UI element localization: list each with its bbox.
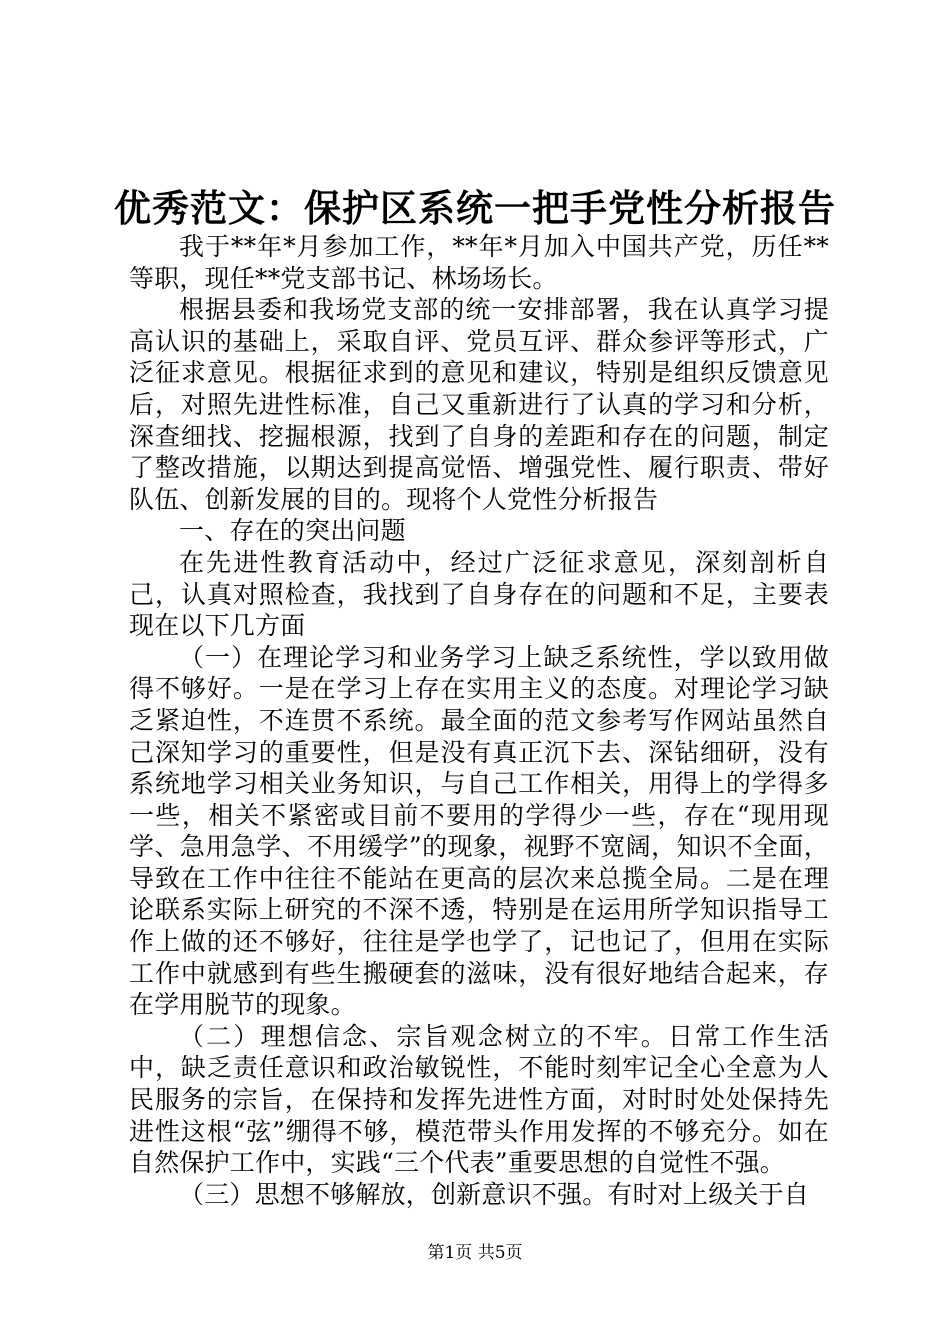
section-heading-problems: 一、存在的突出问题 — [179, 516, 406, 546]
page-footer: 第1页 共5页 — [427, 1243, 523, 1263]
paragraph-problem-1: （一）在理论学习和业务学习上缺乏系统性，学以致用做得不够好。一是在学习上存在实用主义的态度。对理论学习缺乏紧迫性，不连贯不系统。最全面的范文参考写作网站虽然自己深知学习的重要性，但是没有真正沉下去、深钻细研，没有系统地学习相关业务知识，与自己工作相关，用得上的学得多一些，相关不紧密或目前不要用的学得少一些，存在“现用现学、急用急学、不用缓学”的现象，视野不宽阔，知识不全面，导致在工作中往往不能站在更高的层次来总揽全局。二是在理论联系实际上研究的不深不透，特别是在运用所学知识指导工作上做的还不够好，往往是学也学了，记也记了，但用在实际工作中就感到有些生搬硬套的滋味，没有很好地结合起来，存在学用脱节的现象。 — [129, 642, 829, 1020]
paragraph-problem-3: （三）思想不够解放，创新意识不强。有时对上级关于自 — [179, 1179, 810, 1209]
paragraph-problems-intro: 在先进性教育活动中，经过广泛征求意见，深刻剖析自己，认真对照检查，我找到了自身存在的问题和不足，主要表现在以下几方面 — [129, 547, 829, 641]
document-title: 优秀范文：保护区系统一把手党性分析报告 — [114, 186, 836, 230]
document-body — [129, 231, 829, 1210]
paragraph-intro: 我于**年*月参加工作，**年*月加入中国共产党，历任**等职，现任**党支部书记、林场场长。 — [129, 232, 829, 293]
paragraph-problem-2: （二）理想信念、宗旨观念树立的不牢。日常工作生活中，缺乏责任意识和政治敏锐性，不能时刻牢记全心全意为人民服务的宗旨，在保持和发挥先进性方面，对时时处处保持先进性这根“弦”绷得不够，模范带头作用发挥的不够充分。如在自然保护工作中，实践“三个代表”重要思想的自觉性不强。 — [129, 1021, 829, 1178]
paragraph-background: 根据县委和我场党支部的统一安排部署，我在认真学习提高认识的基础上，采取自评、党员互评、群众参评等形式，广泛征求意见。根据征求到的意见和建议，特别是组织反馈意见后，对照先进性标准，自己又重新进行了认真的学习和分析，深查细找、挖掘根源，找到了自身的差距和存在的问题，制定了整改措施，以期达到提高觉悟、增强党性、履行职责、带好队伍、创新发展的目的。现将个人党性分析报告 — [129, 295, 829, 514]
